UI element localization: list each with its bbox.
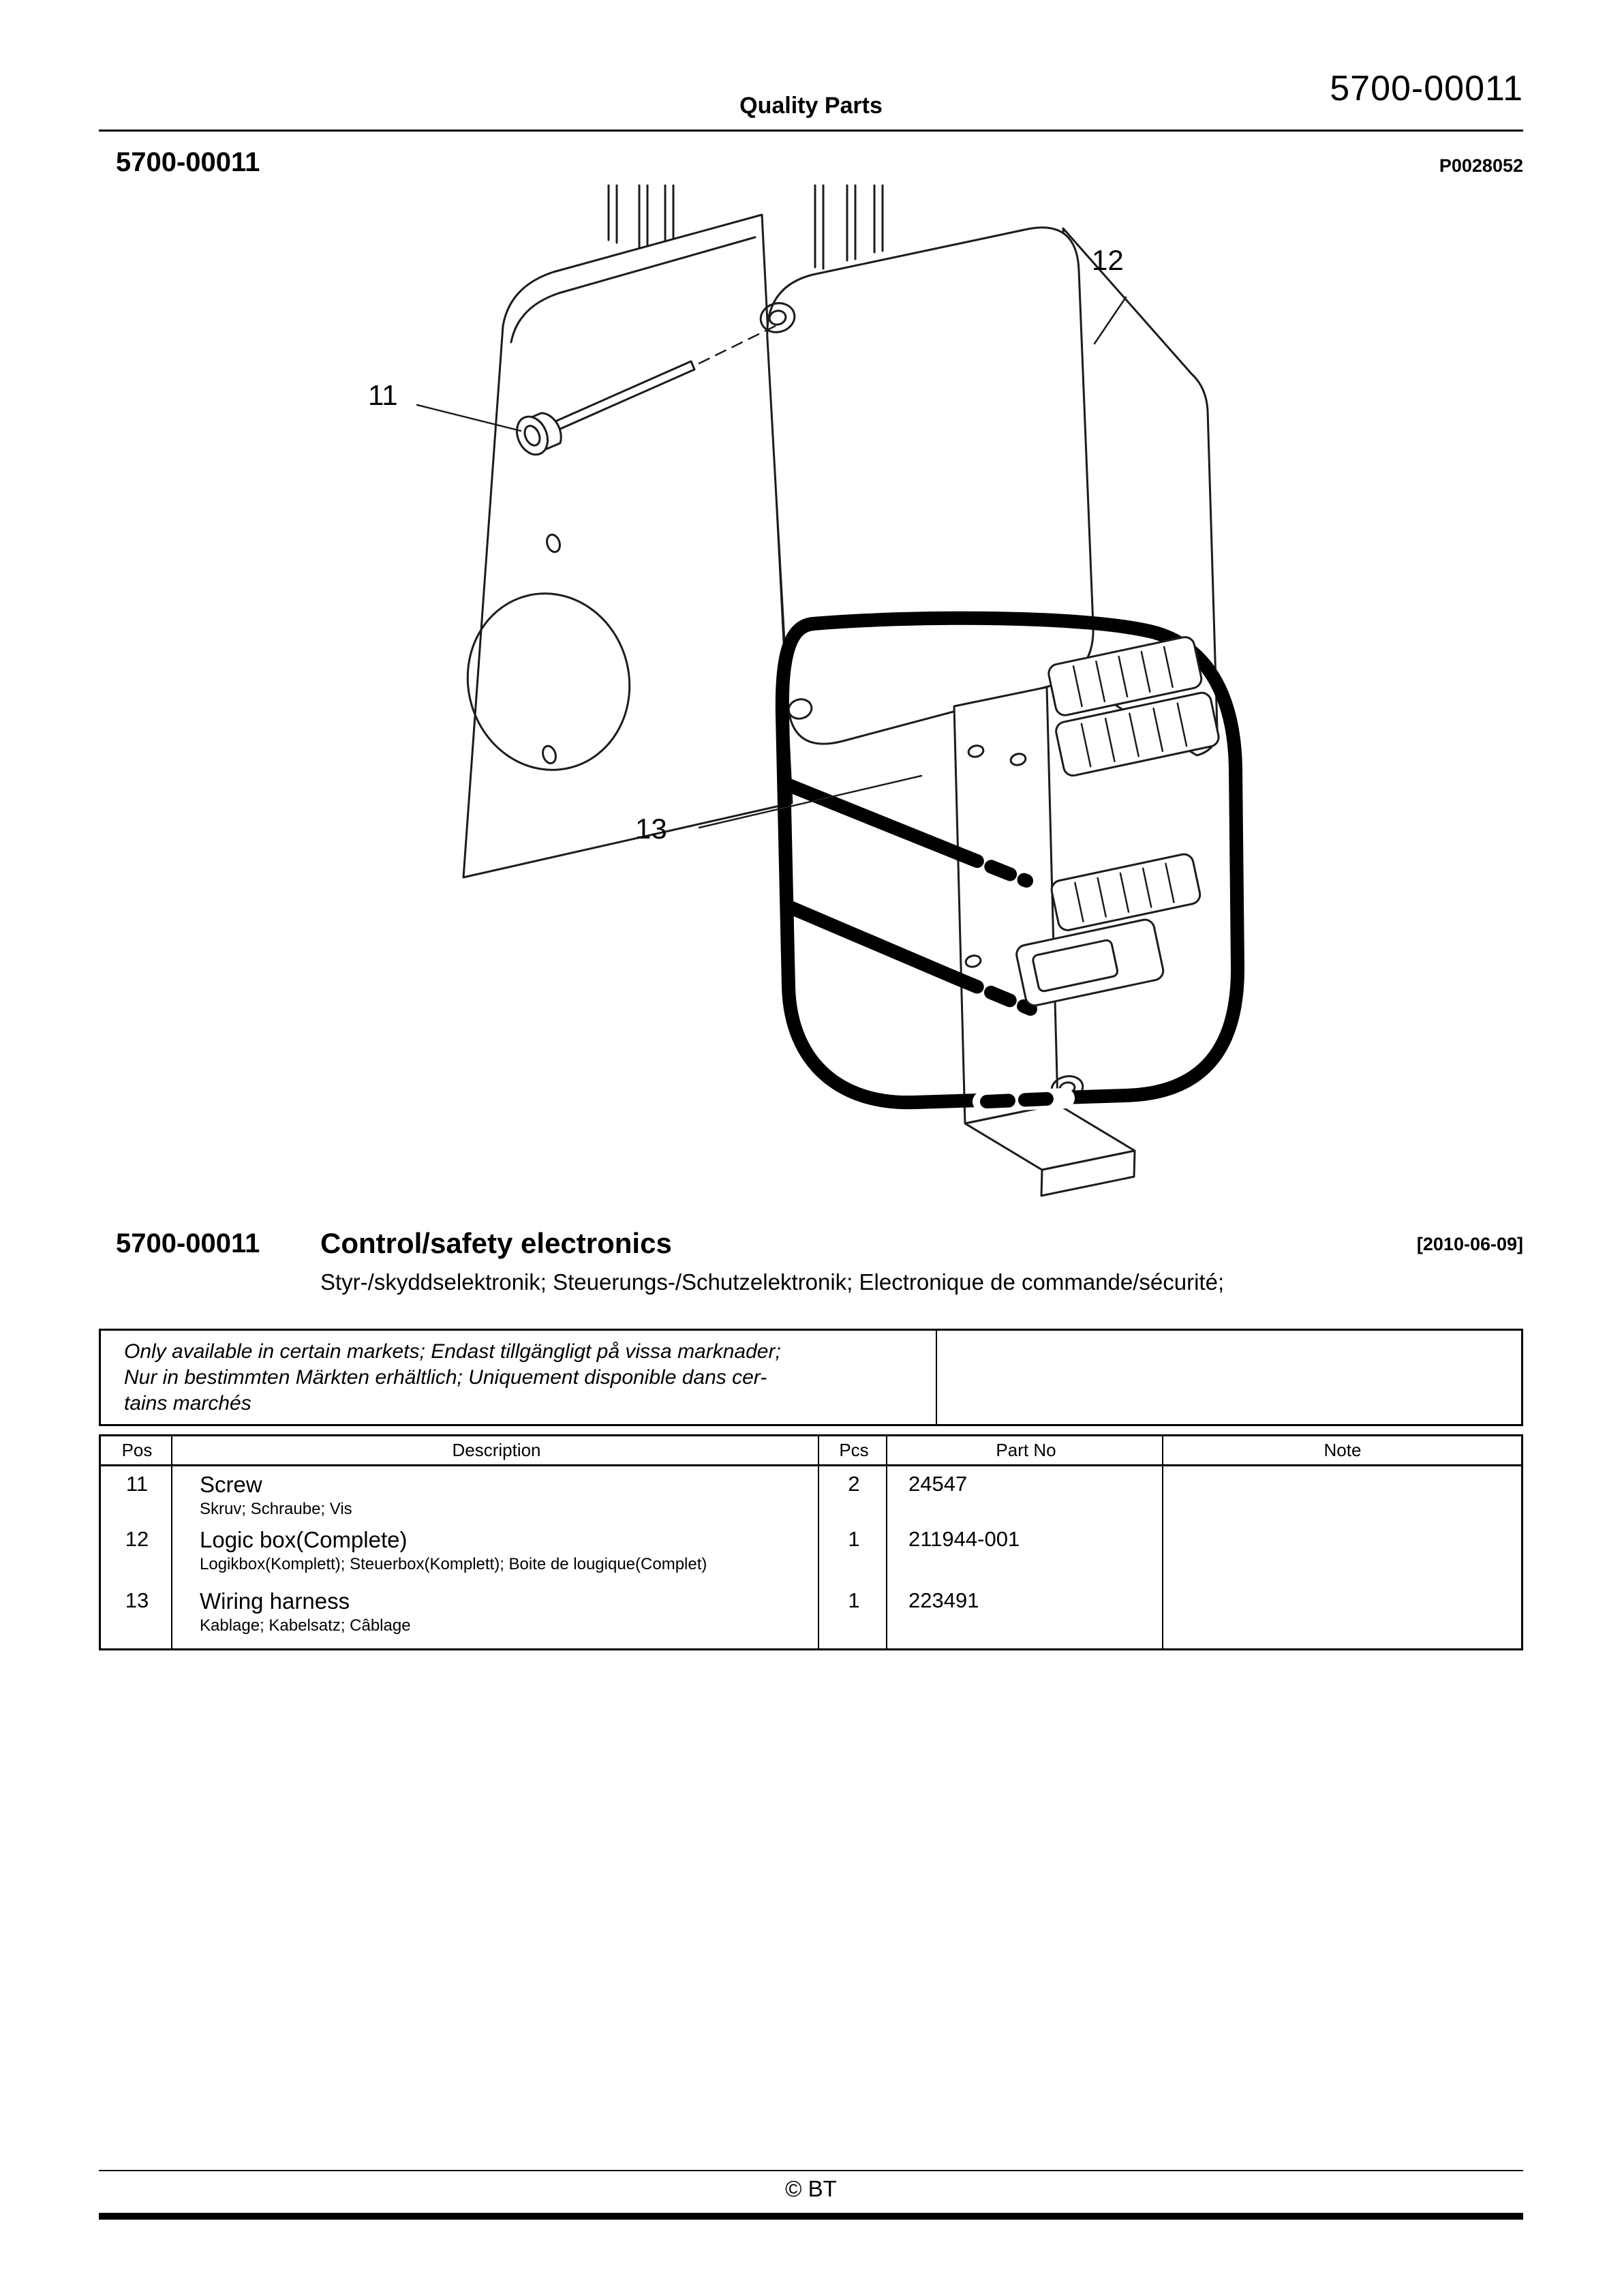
- description-translations: Kablage; Kabelsatz; Câblage: [200, 1616, 411, 1635]
- footer-bar: [99, 2213, 1523, 2220]
- description-translations: Skruv; Schraube; Vis: [200, 1500, 352, 1518]
- document-number-top: 5700-00011: [1330, 69, 1523, 108]
- table-row: [101, 1583, 1521, 1650]
- market-notice-text: [124, 1339, 894, 1417]
- footer-copyright: © BT: [785, 2176, 837, 2201]
- description-main: Wiring harness: [200, 1588, 350, 1614]
- notice-divider: [936, 1331, 937, 1424]
- cell-pos: 13: [125, 1588, 149, 1612]
- header-description: Description: [452, 1440, 541, 1460]
- column-divider: [818, 1466, 819, 1648]
- notice-line: Only available in certain markets; Endast tillgängligt på vissa marknader;: [124, 1340, 781, 1363]
- header-pos: Pos: [121, 1440, 153, 1460]
- cell-pcs: 2: [848, 1472, 860, 1496]
- mounting-panel: [449, 215, 792, 877]
- cell-note: [1164, 1522, 1521, 1583]
- cell-part-no: 223491: [908, 1588, 979, 1612]
- table-header-row: [99, 1434, 1523, 1466]
- section-subtitle: Styr-/skyddselektronik; Steuerungs-/Schutzelektronik; Electronique de commande/sécurité;: [320, 1269, 1225, 1295]
- section-title: Control/safety electronics: [320, 1227, 672, 1259]
- description-translations: Logikbox(Komplett); Steuerbox(Komplett); Boite de lougique(Complet): [200, 1555, 707, 1573]
- column-divider: [1162, 1466, 1163, 1648]
- callout-label-11: 11: [368, 379, 398, 411]
- cell-note: [1164, 1466, 1521, 1522]
- cell-pcs: 1: [848, 1588, 860, 1612]
- cell-pos: 11: [125, 1472, 149, 1496]
- table-body: [99, 1466, 1523, 1650]
- notice-line: Nur in bestimmten Märkten erhältlich; Uniquement disponible dans cer-: [124, 1366, 767, 1389]
- cell-description: [173, 1466, 820, 1522]
- cell-note: [1164, 1583, 1521, 1650]
- document-number-left: 5700-00011: [116, 147, 260, 177]
- column-divider: [171, 1466, 172, 1648]
- cell-description: [173, 1583, 820, 1650]
- table-row: [101, 1466, 1521, 1522]
- header-note: Note: [1323, 1440, 1362, 1460]
- table-row: [101, 1522, 1521, 1583]
- header-pcs: Pcs: [839, 1440, 869, 1460]
- parts-table: [99, 1329, 1523, 1650]
- column-divider: [886, 1436, 887, 1464]
- figure-code: P0028052: [1439, 155, 1523, 176]
- cell-description: [173, 1522, 820, 1583]
- cell-pcs: 1: [848, 1527, 860, 1551]
- column-divider: [818, 1436, 819, 1464]
- description-main: Logic box(Complete): [200, 1527, 408, 1552]
- description-main: Screw: [200, 1472, 262, 1497]
- section-date: [2010-06-09]: [1416, 1234, 1523, 1254]
- section-number: 5700-00011: [116, 1228, 260, 1258]
- callout-label-13: 13: [635, 813, 667, 845]
- page-title: Quality Parts: [739, 93, 883, 119]
- header-part-no: Part No: [996, 1440, 1056, 1460]
- column-divider: [171, 1436, 172, 1464]
- column-divider: [886, 1466, 887, 1648]
- cell-part-no: 24547: [908, 1472, 968, 1496]
- market-notice-box: [99, 1329, 1523, 1426]
- callout-label-12: 12: [1092, 244, 1124, 276]
- footer-rule: [99, 2170, 1523, 2171]
- cell-pos: 12: [125, 1527, 149, 1551]
- notice-line: tains marchés: [124, 1392, 251, 1415]
- column-divider: [1162, 1436, 1163, 1464]
- cell-part-no: 211944-001: [908, 1527, 1020, 1551]
